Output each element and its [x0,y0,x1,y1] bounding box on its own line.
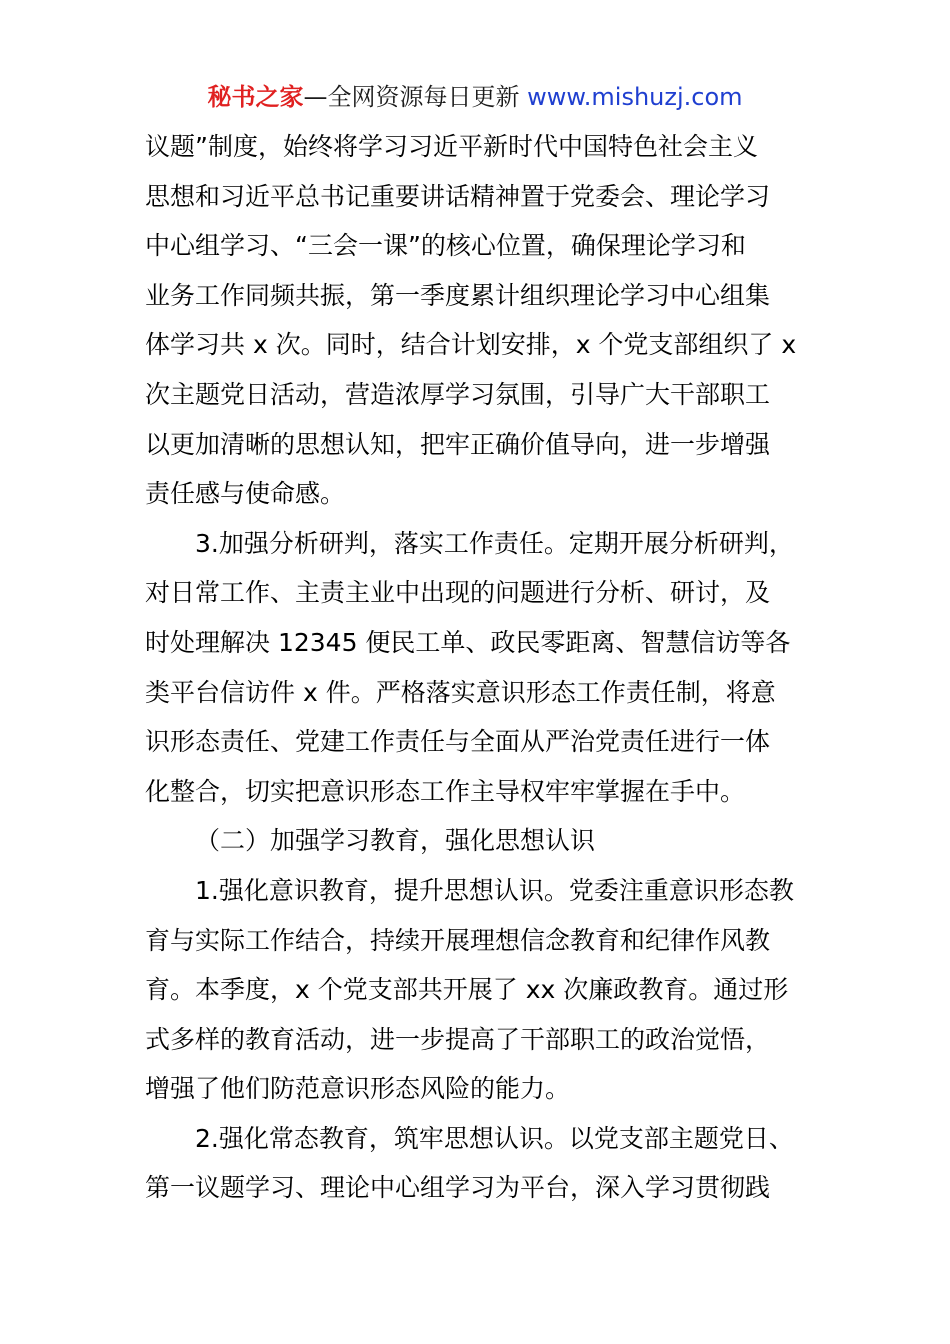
text-line: 业务工作同频共振，第一季度累计组织理论学习中心组集 [145,280,771,310]
text-line: 第一议题学习、理论中心组学习为平台，深入学习贯彻践 [145,1173,771,1203]
text-line: 育。本季度，x 个党支部共开展了 xx 次廉政教育。通过形 [145,975,789,1005]
text-line: 类平台信访件 x 件。严格落实意识形态工作责任制，将意 [145,677,776,707]
paragraph-start-line: 3.加强分析研判，落实工作责任。定期开展分析研判， [195,528,794,558]
document-body [145,122,815,1213]
text-line: 思想和习近平总书记重要讲话精神置于党委会、理论学习 [145,181,771,211]
text-line: 增强了他们防范意识形态风险的能力。 [145,1074,571,1104]
text-line: 对日常工作、主责主业中出现的问题进行分析、研讨，及 [145,578,771,608]
text-line: 次主题党日活动，营造浓厚学习氛围，引导广大干部职工 [145,379,771,409]
section-heading: （二）加强学习教育，强化思想认识 [195,826,596,856]
text-line: 式多样的教育活动，进一步提高了干部职工的政治觉悟， [145,1024,771,1054]
page-header [0,80,950,114]
text-line: 以更加清晰的思想认知，把牢正确价值导向，进一步增强 [145,429,771,459]
text-line: 时处理解决 12345 便民工单、政民零距离、智慧信访等各 [145,627,791,657]
text-line: 化整合，切实把意识形态工作主导权牢牢掌握在手中。 [145,776,746,806]
paragraph-start-line: 2.强化常态教育，筑牢思想认识。以党支部主题党日、 [195,1123,794,1153]
header-brand: 秘书之家 [207,83,304,111]
header-tagline: —全网资源每日更新 [303,83,528,111]
text-line: 中心组学习、“三会一课”的核心位置，确保理论学习和 [145,231,746,261]
paragraph-start-line: 1.强化意识教育，提升思想认识。党委注重意识形态教 [195,875,794,905]
text-line: 责任感与使命感。 [145,479,346,509]
text-line: 体学习共 x 次。同时，结合计划安排，x 个党支部组织了 x [145,330,797,360]
text-line: 育与实际工作结合，持续开展理想信念教育和纪律作风教 [145,925,771,955]
text-line: 识形态责任、党建工作责任与全面从严治党责任进行一体 [145,727,771,757]
header-url-link[interactable]: www.mishuzj.com [527,83,743,111]
text-line: 议题”制度，始终将学习习近平新时代中国特色社会主义 [145,132,758,161]
